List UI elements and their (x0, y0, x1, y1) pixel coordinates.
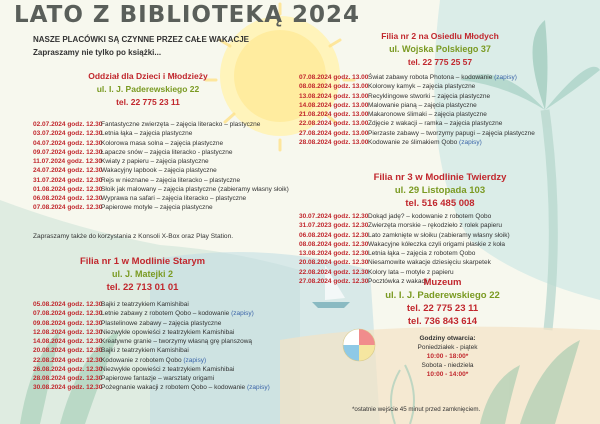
event-row (33, 356, 270, 365)
filia3-header (350, 171, 530, 210)
event-title: Letnia łąka – zajęcia z robotem Qobo (368, 250, 476, 257)
event-title: Plastelinowe zabawy – zajęcia plastyczne (101, 319, 222, 327)
filia3-events-list (299, 212, 510, 286)
filia2-phone: tel. 22 775 25 57 (407, 57, 473, 67)
event-title: Świat zabawy robota Photona – kodowanie (368, 74, 495, 81)
event-row (33, 148, 289, 157)
event-row (299, 258, 510, 267)
event-row (33, 194, 289, 203)
event-title: Pierzaste zabawy – tworzymy papugi – zajęcia plastyczne (368, 129, 535, 137)
event-row (299, 110, 535, 119)
event-date: 07.08.2024 godz. 13.00 (299, 74, 369, 81)
event-row (33, 120, 289, 129)
filia1-events-list (33, 300, 270, 393)
event-title: Recyklingowe stworki – zajęcia plastyczne (368, 92, 491, 100)
signup-note: (zapisy) (246, 384, 270, 392)
event-date: 22.08.2024 godz. 12.30 (33, 356, 103, 364)
dzieci-events-list (33, 120, 289, 213)
event-date: 31.07.2023 godz. 12.30 (299, 222, 369, 230)
event-date: 08.08.2024 godz. 12.30 (299, 240, 369, 248)
event-title: Bajki z teatrzykiem Kamishibai (101, 347, 189, 355)
event-row (33, 374, 270, 383)
event-row (299, 240, 510, 249)
event-title: Niezwykłe opowieści z teatrzykiem Kamishibai (101, 365, 235, 373)
hours-label: Godziny otwarcia: (419, 335, 476, 342)
filia2-name: Filia nr 2 na Osiedlu Młodych (381, 31, 499, 41)
event-row (299, 221, 510, 230)
event-title: Wakacyjny lapbook – zajęcia plastyczne (101, 167, 217, 175)
signup-note: (zapisy) (459, 138, 482, 146)
event-date: 30.08.2024 godz. 12.30 (33, 384, 103, 392)
event-row (33, 185, 289, 194)
event-title: Niezwykłe opowieści z teatrzykiem Kamishibai (101, 328, 235, 336)
event-row (299, 129, 535, 138)
muzeum-header (360, 276, 525, 328)
event-title: Kwiaty z papieru – zajęcia plastyczne (101, 158, 209, 165)
subtitle: NASZE PLACÓWKI SĄ CZYNNE PRZEZ CAŁE WAKACJE (33, 35, 250, 44)
event-row (33, 383, 270, 392)
event-title: Bajki z teatrzykiem Kamishibai (101, 301, 189, 308)
event-row (33, 365, 270, 374)
event-date: 21.08.2024 godz. 13.00 (299, 111, 369, 118)
museum-hours (395, 334, 500, 379)
event-date: 14.08.2024 godz. 13.00 (299, 101, 369, 109)
event-date: 27.08.2024 godz. 13.00 (299, 129, 369, 137)
dzieci-name: Oddział dla Dzieci i Młodzieży (88, 71, 208, 81)
event-title: Fantastyczne zwierzęta – zajęcia literacko – plastyczne (101, 121, 261, 128)
event-date: 28.08.2024 godz. 12.30 (33, 375, 103, 382)
event-date: 06.08.2024 godz. 12.30 (33, 195, 103, 202)
event-date: 02.07.2024 godz. 12.30 (33, 121, 103, 128)
event-row (299, 249, 510, 258)
muzeum-phone-1: tel. 22 775 23 11 (406, 303, 479, 314)
event-title: Rejs w nieznane – zajęcia literacko – plastyczne (101, 176, 241, 184)
event-title: Papierowe motyle – zajęcia plastyczne (101, 204, 213, 212)
invite-text: Zapraszamy nie tylko po książki... (33, 48, 162, 57)
event-row (299, 212, 510, 221)
xbox-note: Zapraszamy także do korzystania z Konsoli X-Box oraz Play Station. (33, 233, 234, 240)
weekdays-label: Poniedziałek - piątek (417, 344, 478, 351)
event-date: 22.08.2024 godz. 13.00 (299, 120, 369, 128)
event-title: Kreatywne granie – tworzymy własną grę planszową (101, 338, 253, 345)
event-date: 30.07.2024 godz. 12.30 (299, 213, 369, 220)
event-row (299, 73, 535, 82)
event-date: 04.07.2024 godz. 12.30 (33, 139, 103, 147)
event-title: Papierowe fantazje – warsztaty origami (101, 375, 215, 382)
event-title: Zwierzęta morskie – rękodzieło z rolek papieru (368, 222, 503, 230)
event-title: Malowanie pianą – zajęcia plastyczne (368, 101, 477, 109)
event-date: 12.08.2024 godz. 12.30 (33, 328, 103, 336)
event-date: 31.07.2024 godz. 12.30 (33, 176, 103, 184)
event-date: 11.07.2024 godz. 12.30 (33, 158, 103, 165)
weekend-label: Sobota - niedziela (421, 362, 474, 369)
event-title: Pożegnanie wakacji z robotem Qobo – kodowanie (101, 384, 247, 392)
event-title: Pocztówka z wakacji (368, 277, 428, 285)
event-date: 20.08.2024 godz. 12.30 (299, 259, 369, 267)
footnote: *ostatnie wejście 45 minut przed zamknięciem. (352, 406, 481, 413)
event-title: Letnie zabawy z robotem Qobo – kodowanie (101, 310, 232, 318)
beach-ball-decoration (343, 329, 375, 361)
signup-note: (zapisy) (183, 356, 207, 364)
filia3-name: Filia nr 3 w Modlinie Twierdzy (373, 172, 507, 183)
muzeum-address: ul. I. J. Paderewskiego 22 (385, 290, 500, 301)
event-date: 22.08.2024 godz. 12.30 (299, 268, 369, 276)
weekend-hours: 10:00 - 14:00* (426, 371, 469, 378)
event-row (299, 101, 535, 110)
event-row (33, 139, 289, 148)
filia2-address: ul. Wojska Polskiego 37 (389, 44, 491, 54)
event-date: 08.08.2024 godz. 13.00 (299, 83, 369, 91)
event-date: 09.07.2024 godz. 12.30 (33, 148, 103, 156)
event-title: Łapacze snów – zajęcia literacko - plastyczne (101, 148, 233, 156)
event-row (33, 300, 270, 309)
event-title: Lato zamknięte w słoiku (zabieramy własny słoik) (368, 231, 510, 239)
event-title: Zdjęcie z wakacji – ramka – zajęcia plastyczne (368, 120, 503, 128)
event-date: 06.08.2024 godz. 12.30 (299, 231, 369, 239)
event-title: Dokąd jadę? – kodowanie z robotem Qobo (368, 213, 492, 220)
event-row (33, 203, 289, 212)
event-row (33, 166, 289, 175)
event-date: 05.08.2024 godz. 12.30 (33, 301, 103, 308)
filia1-phone: tel. 22 713 01 01 (106, 282, 179, 293)
event-title: Kolorowy kamyk – zajęcia plastyczne (368, 83, 476, 91)
event-row (33, 129, 289, 138)
event-date: 14.08.2024 godz. 12.30 (33, 338, 103, 345)
event-row (33, 337, 270, 346)
event-row (299, 231, 510, 240)
filia2-header (350, 30, 530, 69)
event-row (33, 319, 270, 328)
event-row (299, 119, 535, 128)
signup-note: (zapisy) (494, 74, 517, 81)
event-date: 24.07.2024 godz. 12.30 (33, 167, 103, 175)
event-date: 20.08.2024 godz. 12.30 (33, 347, 103, 355)
event-date: 01.08.2024 godz. 12.30 (33, 185, 103, 193)
dzieci-header (48, 70, 248, 109)
dzieci-address: ul. I. J. Paderewskiego 22 (96, 84, 200, 94)
event-title: Niesamowite wakacje dziesięciu skarpetek (368, 259, 491, 267)
event-row (299, 138, 535, 147)
filia1-name: Filia nr 1 w Modlinie Starym (79, 256, 206, 267)
event-title: Kolory lata – motyle z papieru (368, 268, 454, 276)
event-row (299, 82, 535, 91)
event-title: Kolorowa masa solna – zajęcia plastyczne (101, 139, 224, 147)
event-date: 27.08.2024 godz. 12.30 (299, 277, 369, 285)
event-row (33, 176, 289, 185)
event-title: Wyprawa na safari – zajęcia literacko – plastyczne (101, 195, 247, 202)
event-date: 13.08.2024 godz. 12.30 (299, 250, 369, 257)
dzieci-phone: tel. 22 775 23 11 (116, 97, 180, 107)
event-date: 07.08.2024 godz. 12.30 (33, 310, 103, 318)
event-title: Wakacyjne kółeczka czyli origami płaskie z koła (368, 240, 506, 248)
event-date: 09.08.2024 godz. 12.30 (33, 319, 103, 327)
event-title: Kodowanie z robotem Qobo (101, 356, 184, 364)
event-title: Letnia łąka – zajęcia plastyczne (101, 130, 193, 138)
filia1-header (55, 255, 230, 294)
weekdays-hours: 10:00 - 18:00* (426, 353, 469, 360)
event-row (33, 309, 270, 318)
muzeum-phone-2: tel. 736 843 614 (407, 316, 478, 327)
event-row (33, 157, 289, 166)
muzeum-name: Muzeum (423, 277, 462, 288)
event-title: Słoik jak malowany – zajęcia plastyczne (zabieramy własny słoik) (101, 185, 289, 193)
event-row (299, 92, 535, 101)
event-title: Makaronowe ślimaki – zajęcia plastyczne (368, 111, 487, 118)
filia1-address: ul. J. Matejki 2 (111, 269, 174, 279)
event-date: 07.08.2024 godz. 12.30 (33, 204, 103, 212)
page-title: LATO Z BIBLIOTEKĄ 2024 (14, 2, 361, 28)
event-date: 03.07.2024 godz. 12.30 (33, 130, 103, 138)
event-date: 26.08.2024 godz. 12.30 (33, 365, 103, 373)
event-row (33, 346, 270, 355)
filia3-phone: tel. 516 485 008 (405, 198, 475, 209)
event-date: 13.08.2024 godz. 13.00 (299, 92, 369, 100)
event-title: Kodowanie ze ślimakiem Qobo (368, 138, 460, 146)
filia3-address: ul. 29 Listopada 103 (394, 185, 486, 196)
filia2-events-list (299, 73, 535, 147)
event-date: 28.08.2024 godz. 13.00 (299, 138, 369, 146)
event-row (33, 328, 270, 337)
signup-note: (zapisy) (231, 310, 254, 318)
